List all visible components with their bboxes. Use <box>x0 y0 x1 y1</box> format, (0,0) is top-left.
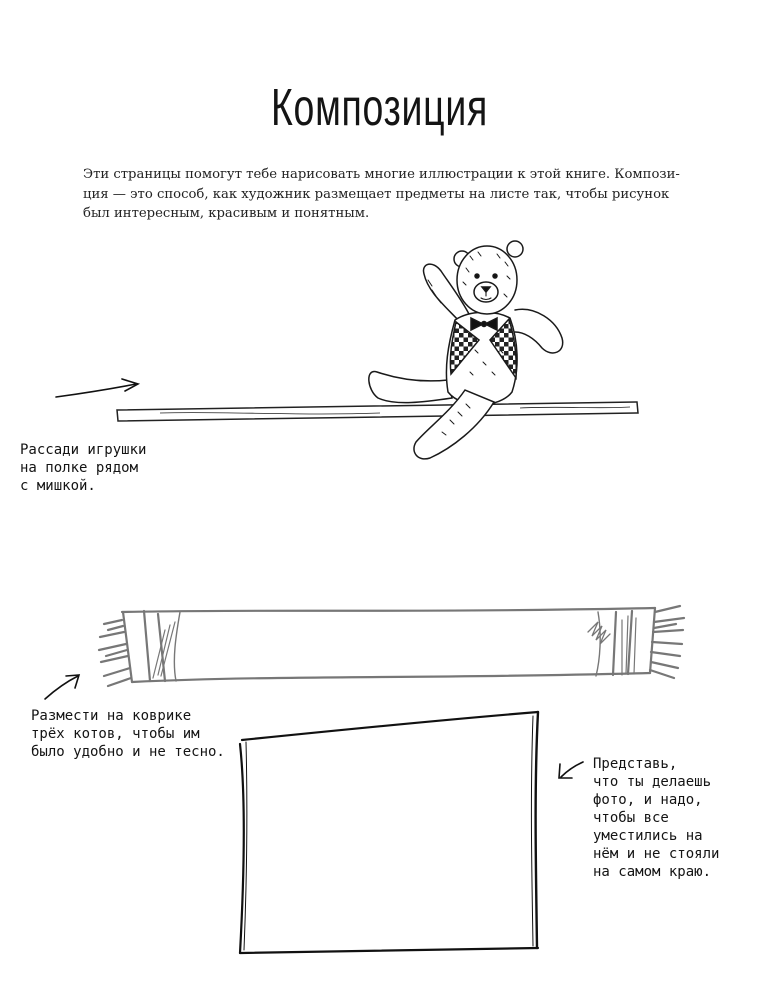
task-line: фото, и надо, <box>593 792 703 808</box>
task-line: трёх котов, чтобы им <box>31 726 200 742</box>
arrow-icon-shelf <box>56 379 138 397</box>
task-line: с мишкой. <box>20 478 96 494</box>
task-rug-note <box>31 707 225 761</box>
task-line: что ты делаешь <box>593 774 712 790</box>
arrow-icon-rug <box>45 675 79 699</box>
task-photo-note <box>593 755 719 881</box>
intro-paragraph <box>83 165 683 224</box>
intro-line: ция — это способ, как художник размещает предметы на листе так, чтобы рисунок <box>83 186 670 202</box>
page-title: Композиция <box>271 79 488 137</box>
task-line: чтобы все <box>593 810 669 826</box>
rug-drawing <box>99 606 684 686</box>
task-shelf-note <box>20 441 146 495</box>
task-line: Рассади игрушки <box>20 442 147 458</box>
task-line: Размести на коврике <box>31 708 192 724</box>
intro-line: Эти страницы помогут тебе нарисовать многие иллюстрации к этой книге. Компози- <box>83 167 680 182</box>
task-line: уместились на <box>593 828 703 844</box>
intro-line: был интересным, красивым и понятным. <box>83 206 370 221</box>
arrow-icon-photo <box>559 762 583 778</box>
task-line: Представь, <box>593 756 678 772</box>
task-line: на полке рядом <box>20 460 139 476</box>
task-line: было удобно и не тесно. <box>31 744 225 760</box>
task-line: на самом краю. <box>593 864 712 880</box>
task-line: нём и не стояли <box>593 846 720 862</box>
shelf-drawing <box>117 402 638 421</box>
teddy-bear-drawing <box>369 241 563 459</box>
photo-frame-drawing <box>240 712 538 953</box>
